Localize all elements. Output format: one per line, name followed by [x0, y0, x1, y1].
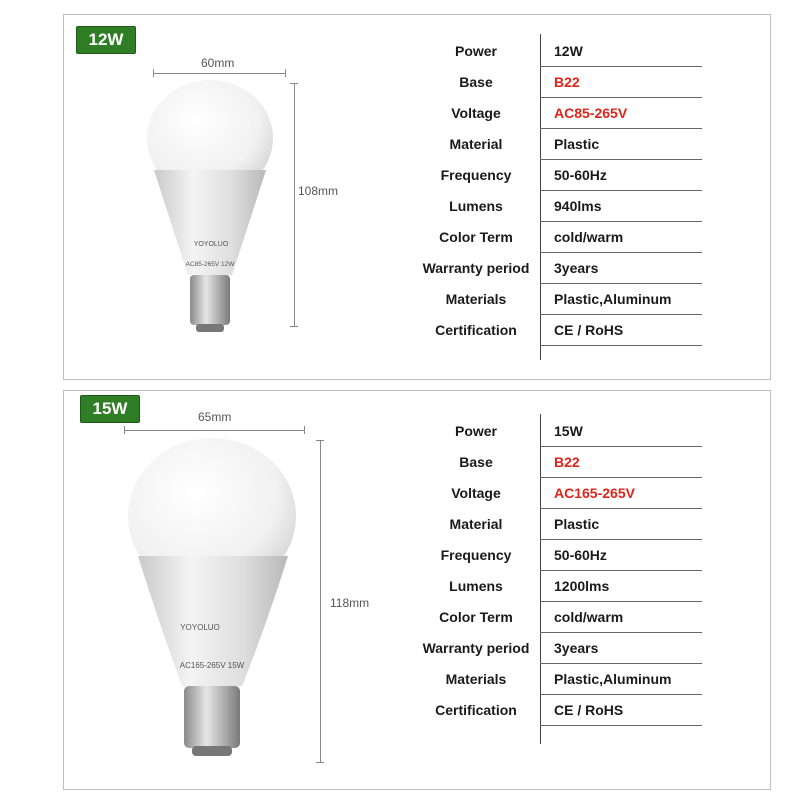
- spec-row: [412, 540, 702, 571]
- width-dimension-tick: [285, 69, 286, 77]
- spec-label: Certification: [435, 322, 517, 338]
- spec-label: Voltage: [451, 105, 501, 121]
- spec-label: Base: [459, 74, 493, 90]
- spec-value: B22: [554, 74, 580, 90]
- width-dimension-tick: [304, 426, 305, 434]
- spec-label: Materials: [445, 291, 507, 307]
- spec-label: Base: [459, 454, 493, 470]
- height-dimension-label: 118mm: [330, 596, 370, 610]
- spec-value: CE / RoHS: [554, 702, 624, 718]
- spec-row: [412, 284, 702, 315]
- spec-value: 12W: [554, 43, 583, 59]
- spec-value: 3years: [554, 260, 599, 276]
- spec-value: AC165-265V: [554, 485, 635, 501]
- spec-value: Plastic: [554, 516, 600, 532]
- spec-value: Plastic,Aluminum: [554, 291, 672, 307]
- width-dimension-line: [124, 430, 304, 431]
- spec-row: [412, 253, 702, 284]
- bulb-cap: [184, 686, 240, 748]
- spec-row: [412, 633, 702, 664]
- bulb-brand-text: YOYOLUO: [180, 623, 220, 632]
- bulb-body: [154, 170, 266, 275]
- spec-label: Warranty period: [422, 640, 530, 656]
- spec-value: 940lms: [554, 198, 602, 214]
- spec-value: cold/warm: [554, 229, 624, 245]
- spec-row: [412, 160, 702, 191]
- bulb-spec-text: AC85-265V 12W: [185, 261, 235, 268]
- spec-row: [412, 509, 702, 540]
- spec-row: [412, 571, 702, 602]
- row-divider: [540, 725, 702, 726]
- spec-label: Materials: [445, 671, 507, 687]
- spec-row: [412, 36, 702, 67]
- spec-label: Material: [449, 516, 503, 532]
- bulb-brand-text: YOYOLUO: [193, 241, 229, 248]
- bulb-cap: [190, 275, 230, 325]
- spec-label: Frequency: [440, 167, 512, 183]
- spec-row: [412, 98, 702, 129]
- height-dimension-label: 108mm: [298, 184, 339, 198]
- height-dimension-tick: [316, 440, 324, 441]
- spec-value: AC85-265V: [554, 105, 628, 121]
- height-dimension-line: [294, 83, 295, 326]
- row-divider: [540, 345, 702, 346]
- spec-label: Lumens: [449, 578, 503, 594]
- spec-row: [412, 222, 702, 253]
- spec-value: 15W: [554, 423, 583, 439]
- spec-label: Power: [454, 423, 497, 439]
- spec-row: [412, 664, 702, 695]
- spec-value: cold/warm: [554, 609, 624, 625]
- spec-row: [412, 315, 702, 346]
- spec-value: CE / RoHS: [554, 322, 624, 338]
- spec-value: 50-60Hz: [554, 547, 607, 563]
- spec-value: B22: [554, 454, 580, 470]
- spec-label: Power: [454, 43, 497, 59]
- height-dimension-tick: [290, 326, 298, 327]
- spec-table: [412, 416, 702, 736]
- spec-row: [412, 416, 702, 447]
- spec-label: Warranty period: [422, 260, 530, 276]
- height-dimension-tick: [316, 762, 324, 763]
- spec-label: Lumens: [449, 198, 503, 214]
- wattage-badge: 15W: [80, 395, 140, 423]
- spec-label: Color Term: [439, 229, 513, 245]
- height-dimension-tick: [290, 83, 298, 84]
- spec-label: Material: [449, 136, 503, 152]
- bulb-image: [126, 436, 302, 776]
- spec-label: Voltage: [451, 485, 501, 501]
- spec-label: Color Term: [439, 609, 513, 625]
- spec-row: [412, 67, 702, 98]
- spec-label: Frequency: [440, 547, 512, 563]
- spec-row: [412, 695, 702, 726]
- width-dimension-label: 60mm: [201, 56, 235, 70]
- spec-value: 3years: [554, 640, 599, 656]
- spec-row: [412, 602, 702, 633]
- bulb-spec-text: AC165-265V 15W: [179, 661, 245, 670]
- width-dimension-tick: [124, 426, 125, 434]
- wattage-badge: 12W: [76, 26, 136, 54]
- spec-value: 50-60Hz: [554, 167, 607, 183]
- bulb-image: [140, 80, 280, 340]
- spec-value: Plastic: [554, 136, 600, 152]
- width-dimension-tick: [153, 69, 154, 77]
- spec-row: [412, 129, 702, 160]
- spec-label: Certification: [435, 702, 517, 718]
- spec-row: [412, 191, 702, 222]
- spec-row: [412, 478, 702, 509]
- spec-value: 1200lms: [554, 578, 610, 594]
- spec-value: Plastic,Aluminum: [554, 671, 672, 687]
- height-dimension-line: [320, 440, 321, 762]
- spec-table: [412, 36, 702, 356]
- width-dimension-label: 65mm: [198, 410, 232, 424]
- width-dimension-line: [153, 73, 285, 74]
- spec-row: [412, 447, 702, 478]
